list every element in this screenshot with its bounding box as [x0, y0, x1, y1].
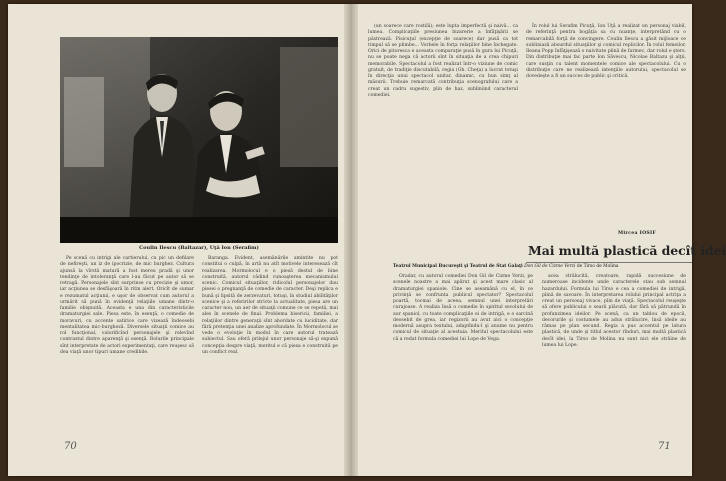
photo-caption: Coulin Ilescu (Baltazar), Uţă Ion (Serafim) [139, 245, 259, 251]
right-column-2-text: În rolul lui Serafim Picuţă, Ion Uţă a realizat un personaj viabil, de referinţă pentru bogăţia sa cu nuanţe, interpretând cu o remarcabilă forţă de convingere. Coulin Ilescu a găsit mijloace ce subliniază absurdul situaţiilor şi comicul replicilor. În rolul femeilor, Ileana Popp înfăţişează o naivitate plină de farmec, dar rolul e şters. Din distribuţie mai fac parte Ion Săvescu, Nicolae Baltazu şi alţii, care susţin cu talent momentele comice ale spectacolului. Cu o distribuţie care ne realizează intenţiile autorului, spectacolul se dovedeşte a fi un succes de public şi critică. [526, 24, 686, 79]
right-column-2 [526, 24, 686, 228]
right-column-1-text: (un soarece care rostilă); este lupta imperfectă şi naivă... ca lumea. Complicaţiile presiunea bizarerie a înfăţişării se păstrează. Pisicuţul (excepţie de soarece) dar pusă ca tot timpul să se plimbe... Vorbele în forţa relaţiilor bine închegate. Orici de pitoresca e aceasta comparaţie pusă în gura lui Picuţă, nu se poate nega că actorii sînt în situaţia de a crea chipuri memorabile. Spectacolul a fost realizat într-o viziune de comic gratuit, de tradiţie discutabilă, regia (Gh. Cheţa) a lucrat totuşi în direcţia unui spectacol unitar, dinamic, cu bun simţ al măsurii. Trebuie remarcată contribuţia scenografului care a creat un cadru sugestiv, plin de haz, subliniind caracterul comediei. [368, 24, 518, 98]
left-column-2-text: Baranga. Evident, asemănările amintite nu pot constitui o culpă, în artă nu atît motivele interesează cît realizarea. Mormolocul e o piesă destul de bine construită, autorul vădind cunoaşterea mecanismului scenic. Comicul situaţiilor, ridicolul personajelor dau piesei o pregnanţă de comedie de caracter. Deşi replica e bună şi lipsită de zerzevaturi, totuşi, în studiul abilităţilor scenice şi a referirilor stricte la actualitate, piesa are un caracter nou, un aer de situaţii comune ce se repetă, mai ales în scenele de final. Problema bisericii, familiei, a relaţiilor dintre generaţii sînt abordate cu luciditate, dar fără pretenţia unei analize aprofundate. În Mormolocul se vede o evoluţie în modul în care autorul tratează subiectul. Sau oferă prilejul unor personaje să-şi expună concepţia despre viaţă, meritul e că piesa e construită pe un conflict real. [202, 256, 338, 355]
section-title: Mai multă plastică decît idei [528, 243, 726, 258]
title-rule [526, 262, 692, 263]
left-column-1-text: Pe scenă cu intrigi ale cartierului, cu pic un defilare de nefireşti, un iz de ipocrizie, de mic burghez. Cultura ajunsă la vîrstă matură a fost mereu pradă şi unor tendinţe de intoleranţă care l-au făcut pe autor să se retragă. Personajele sînt surprinse cu precizie şi umor, iar acţiunea se desfăşoară în ritm alert. Oricît de sumar e rezumatul acţiunii, e uşor de observat cum autorul a urmărit să pună în evidenţă relaţiile umane dintr-o familie obişnuită. Aceasta e una din caracteristicile dramaturgiei sale. Piesa este, în esenţă, o comedie de moravuri, cu accente satirice care vizează îndeosebi mentalitatea mic-burgheză. Diversele situaţii comice au rol funcţional, valorificînd personajele şi relevînd contrastul dintre aparenţă şi esenţă. Rolurile principale sînt interpretate de actori experimentaţi, care reuşesc să dea viaţă unor tipuri umane credibile. [60, 256, 194, 355]
page-number-left: 70 [64, 441, 77, 452]
stage-photo-image [60, 37, 338, 243]
author-signature: Mircea IOSIF [618, 231, 657, 236]
right-column-4-text: acea strălucită, creatoare, rapidă succesiune de numeroase incidente unde caracterele stau sub semnul hazardului. Formula lui Tirso e cea a comediei de intrigă, plină de savoare. În interpretarea rolului principal actriţa a creat un personaj vivace, plin de viaţă. Spectacolul reuşeşte să ofere publicului o seară plăcută, dar fără să pătrundă în profunzimea ideilor. Pe scenă, ca un tablou de epocă, decorurile şi costumele au adus strălucire, însă ideile au rămas pe plan secund. Regia a pus accentul pe latura plastică, de unde şi titlul acestor rînduri, mai multă plastică decît idei, la Tirso de Molina nu sunt nici ele străine de lumea lui Lope. [542, 274, 686, 348]
page-number-right: 71 [658, 441, 671, 452]
left-page [8, 4, 344, 476]
right-page [358, 4, 726, 476]
left-column-2 [202, 256, 338, 444]
magazine-spread [8, 4, 726, 476]
right-column-4 [542, 274, 686, 446]
theater-name: Teatrul Municipal Bucureşti şi Teatrul de Stat Galaţi [393, 264, 523, 269]
right-column-1 [368, 24, 518, 236]
stage-photo [60, 37, 338, 243]
theater-credit [393, 264, 693, 269]
right-column-3-text: Oradar, cu autorul comediei Don Gil de Cizme Verzi, pe scenele noastre a mai apărut şi acest mare clasic al dramaturgiei spaniole. Cine se aseamănă cu el, în ce privinţă se confrunta publicul spectator? Spectacolul poartă, tocmai de aceea, semnul unei interpretări curajoase. A realiza însă o comedie în spiritul secolului de aur spaniol, cu toate complicaţiile ei de intrigă, e o sarcină deosebit de grea, iar regizorii au avut aici o concepţie modernă asupra textului, adaptîndu-l şi anume nu pentru comicul de situaţie al acestuia. Meritul spectacolului este că a redat formula comediei lui Lope de Vega. [393, 274, 533, 342]
play-author: de Tirso de Molina [576, 264, 619, 269]
left-column-1 [60, 256, 194, 444]
book-gutter [344, 4, 358, 476]
play-title: Don Gil de Cizme Verzi [524, 264, 576, 269]
right-column-3 [393, 274, 533, 446]
